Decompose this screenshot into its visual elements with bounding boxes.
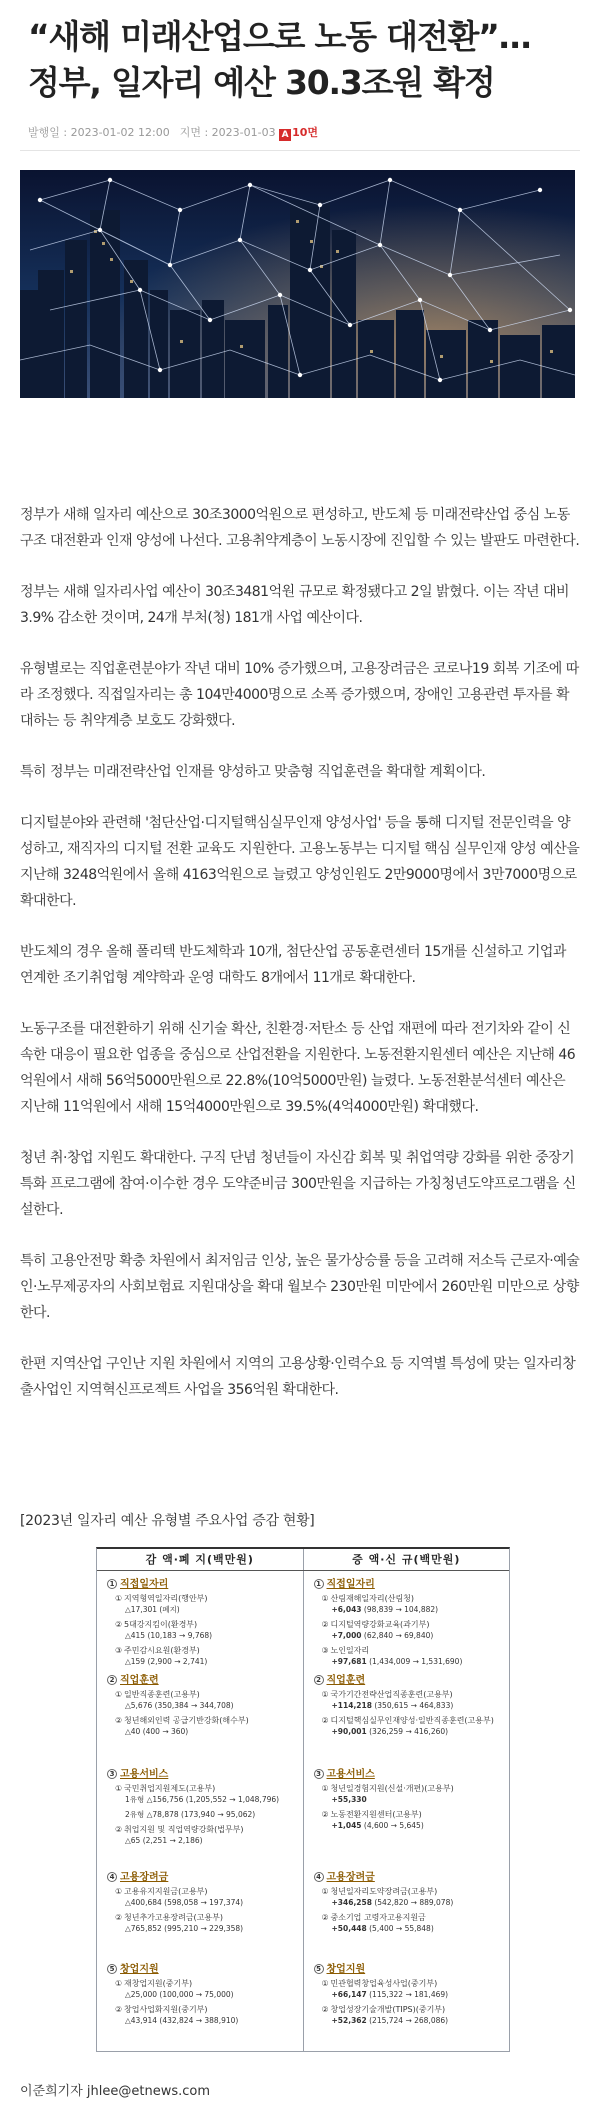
budget-item-name <box>115 1824 299 1835</box>
budget-item-value <box>115 1630 299 1641</box>
item-name-text: 창업사업화지원(중기부) <box>124 2005 208 2014</box>
budget-item <box>322 1715 506 1737</box>
budget-item <box>322 1886 506 1908</box>
budget-item-name <box>322 1689 506 1700</box>
item-range: △159 (2,900 → 2,741) <box>125 1657 208 1666</box>
item-range: (4,600 → 5,645) <box>363 1821 424 1830</box>
headline-line-2: 정부, 일자리 예산 30.3조원 확정 <box>28 63 495 102</box>
item-range: △40 (400 → 360) <box>125 1727 189 1736</box>
budget-group <box>107 1675 299 1741</box>
item-name-text: 민관협력창업육성사업(중기부) <box>330 1979 438 1988</box>
item-mark: ② <box>115 1825 123 1834</box>
paragraph: 디지털분야와 관련해 '첨단산업·디지털핵심실무인재 양성사업' 등을 통해 디지털 전문인력을 양성하고, 재직자의 디지털 전환 교육도 지원한다. 고용노동부는 디지털 핵심 실무인재 양성 예산을 지난해 3248억원에서 올해 4163억원으로 늘렸고 양성인원도 2만9000명에서 3만7000명으로 확대한다. <box>20 815 580 909</box>
paragraph: 노동구조를 대전환하기 위해 신기술 확산, 친환경·저탄소 등 산업 재편에 따라 전기차와 같이 신속한 대응이 필요한 업종을 중심으로 산업전환을 지원한다. 노동전환지원센터 예산은 지난해 46억원에서 새해 56억5000만원으로 22.8%(10억5000만원) 늘렸다. 노동전환분석센터 예산은 지난해 11억원에서 새해 15억4000만원으로 39.5%(4억4000만원) 확대했다. <box>20 1021 576 1115</box>
item-name-text: 디지털역량강화교육(과기부) <box>330 1620 430 1629</box>
header-decrease: 감 액·폐 지(백만원) <box>97 1549 304 1570</box>
budget-item <box>322 1619 506 1641</box>
item-mark: ① <box>321 1784 329 1793</box>
budget-item-name <box>322 1978 506 1989</box>
item-range: (350,615 → 464,833) <box>374 1701 454 1710</box>
budget-item-value <box>322 1923 506 1934</box>
budget-item-name <box>322 1912 506 1923</box>
item-name-text: 청년일자리도약장려금(고용부) <box>330 1887 438 1896</box>
budget-category <box>107 1872 299 1883</box>
item-name-text: 청년일경험지원(신설·개편)(고용부) <box>330 1784 454 1793</box>
budget-item <box>322 1689 506 1711</box>
category-name: 직접일자리 <box>120 1579 169 1590</box>
budget-item <box>115 1715 299 1737</box>
item-name-text: 취업지원 및 직업역량강화(법무부) <box>124 1825 244 1834</box>
item-change: +50,448 <box>331 1924 367 1933</box>
item-range: (215,724 → 268,086) <box>369 2016 449 2025</box>
item-name-text: 고용유지지원금(고용부) <box>124 1887 208 1896</box>
item-name-text: 국민취업지원제도(고용부) <box>124 1784 216 1793</box>
category-number: 4 <box>107 1872 117 1882</box>
budget-item <box>115 1783 299 1805</box>
budget-item-value <box>115 1656 299 1667</box>
budget-item-name <box>322 1619 506 1630</box>
budget-category <box>314 1872 506 1883</box>
budget-item <box>322 1912 506 1934</box>
budget-item <box>115 1689 299 1711</box>
budget-item-value <box>322 1726 506 1737</box>
print-date: 지면 : 2023-01-03 <box>179 126 276 139</box>
increase-column <box>304 1571 510 2052</box>
item-change: +114,218 <box>331 1701 372 1710</box>
item-change: +90,001 <box>331 1727 367 1736</box>
item-mark: ① <box>115 1887 123 1896</box>
page-badge-icon: A <box>279 129 291 141</box>
budget-item <box>115 2004 299 2026</box>
budget-item-name <box>322 2004 506 2015</box>
item-mark: ② <box>115 2005 123 2014</box>
budget-category <box>107 1769 299 1780</box>
budget-item-name <box>115 1783 299 1794</box>
budget-item <box>322 1593 506 1615</box>
budget-item <box>115 1978 299 2000</box>
budget-group <box>314 1579 506 1671</box>
budget-item <box>322 1978 506 2000</box>
item-mark: ① <box>115 1784 123 1793</box>
budget-group <box>107 1964 299 2030</box>
item-range: △5,676 (350,384 → 344,708) <box>125 1701 234 1710</box>
item-name-text: 청년추가고용장려금(고용부) <box>124 1913 223 1922</box>
budget-category <box>314 1579 506 1590</box>
item-change: +346,258 <box>331 1898 372 1907</box>
decrease-column <box>97 1571 304 2052</box>
paragraph: 청년 취·창업 지원도 확대한다. 구직 단념 청년들이 자신감 회복 및 취업역량 강화를 위한 중장기 특화 프로그램에 참여·이수한 경우 도약준비금 300만원을 지급하는 가칭청년도약프로그램을 신설한다. <box>20 1150 576 1218</box>
budget-item <box>322 1645 506 1667</box>
budget-item-value <box>115 2015 299 2026</box>
item-name-text: 청년해외인력 공급기반강화(해수부) <box>124 1716 249 1725</box>
item-range: △43,914 (432,824 → 388,910) <box>125 2016 239 2025</box>
category-name: 고용서비스 <box>326 1769 375 1780</box>
item-name-text: 지역형역일자리(행안부) <box>124 1594 208 1603</box>
budget-table <box>96 1547 510 2052</box>
article-body <box>20 502 582 1428</box>
byline: 이준희기자 jhlee@etnews.com <box>20 2084 211 2099</box>
item-change: +66,147 <box>331 1990 367 1999</box>
budget-item-name <box>115 1715 299 1726</box>
budget-item-value <box>115 1700 299 1711</box>
header-increase: 증 액·신 규(백만원) <box>352 1553 461 1566</box>
item-mark: ② <box>115 1620 123 1629</box>
table-title: [2023년 일자리 예산 유형별 주요사업 증감 현황] <box>20 1513 315 1529</box>
budget-category <box>107 1964 299 1975</box>
budget-group <box>314 1964 506 2030</box>
budget-item-name <box>322 1593 506 1604</box>
category-number: 2 <box>314 1675 324 1685</box>
paragraph: 정부가 새해 일자리 예산으로 30조3000억원으로 편성하고, 반도체 등 미래전략산업 중심 노동구조 대전환과 인재 양성에 나선다. 고용취약계층이 노동시장에 진입할 수 있는 발판도 마련한다. <box>20 507 580 549</box>
item-name-text: 재창업지원(중기부) <box>124 1979 193 1988</box>
item-range: (62,840 → 69,840) <box>363 1631 434 1640</box>
item-mark: ③ <box>115 1646 123 1655</box>
budget-category <box>107 1579 299 1590</box>
item-range: 2유형 △78,878 (173,940 → 95,062) <box>125 1810 256 1819</box>
budget-item-value <box>322 2015 506 2026</box>
budget-item-name <box>115 1912 299 1923</box>
budget-item-name <box>115 2004 299 2015</box>
budget-item-value <box>115 1604 299 1615</box>
budget-item <box>115 1645 299 1667</box>
item-name-text: 디지털핵심실무인재양성·일반직종훈련(고용부) <box>330 1716 494 1725</box>
budget-item-name <box>115 1886 299 1897</box>
item-name-text: 일반직종훈련(고용부) <box>124 1690 200 1699</box>
item-range: △400,684 (598,058 → 197,374) <box>125 1898 244 1907</box>
item-name-text: 국가기간전략산업직종훈련(고용부) <box>330 1690 453 1699</box>
item-mark: ② <box>321 1620 329 1629</box>
item-range: △25,000 (100,000 → 75,000) <box>125 1990 234 1999</box>
item-range: (98,839 → 104,882) <box>363 1605 439 1614</box>
budget-item <box>322 1809 506 1831</box>
budget-item <box>115 1619 299 1641</box>
item-change: +1,045 <box>331 1821 362 1830</box>
category-number: 5 <box>314 1964 324 1974</box>
category-name: 고용서비스 <box>120 1769 169 1780</box>
item-mark: ② <box>321 1716 329 1725</box>
budget-item-value <box>115 1809 299 1820</box>
page-number: 10면 <box>292 126 319 139</box>
budget-item <box>115 1809 299 1820</box>
budget-item <box>115 1593 299 1615</box>
budget-item-value <box>322 1989 506 2000</box>
item-name-text: 노동전환지원센터(고용부) <box>330 1810 422 1819</box>
category-name: 직접일자리 <box>326 1579 375 1590</box>
budget-item-name <box>115 1645 299 1656</box>
category-number: 2 <box>107 1675 117 1685</box>
budget-item-name <box>322 1783 506 1794</box>
budget-item-value <box>115 1835 299 1846</box>
item-name-text: 주민감시요원(환경부) <box>124 1646 200 1655</box>
budget-item-value <box>322 1794 506 1805</box>
budget-item-value <box>115 1794 299 1805</box>
item-mark: ① <box>321 1594 329 1603</box>
category-name: 직업훈련 <box>326 1675 366 1686</box>
category-number: 5 <box>107 1964 117 1974</box>
budget-item-name <box>115 1689 299 1700</box>
budget-item-value <box>115 1726 299 1737</box>
article-headline <box>28 14 576 106</box>
item-mark: ① <box>321 1979 329 1988</box>
item-range: △65 (2,251 → 2,186) <box>125 1836 203 1845</box>
item-range: (115,322 → 181,469) <box>369 1990 449 1999</box>
item-mark: ① <box>115 1690 123 1699</box>
budget-item-name <box>322 1886 506 1897</box>
budget-item-value <box>322 1700 506 1711</box>
item-name-text: 산림재해일자리(산림청) <box>330 1594 415 1603</box>
published-date: 발행일 : 2023-01-02 12:00 <box>28 126 170 139</box>
item-mark: ① <box>115 1979 123 1988</box>
budget-group <box>314 1872 506 1938</box>
item-range: (1,434,009 → 1,531,690) <box>369 1657 463 1666</box>
budget-item-name <box>115 1593 299 1604</box>
budget-item-value <box>322 1630 506 1641</box>
budget-item-name <box>322 1715 506 1726</box>
category-name: 창업지원 <box>120 1964 159 1975</box>
category-number: 3 <box>314 1769 324 1779</box>
budget-item-value <box>115 1923 299 1934</box>
item-mark: ① <box>321 1887 329 1896</box>
category-name: 직업훈련 <box>120 1675 159 1686</box>
item-range: (326,259 → 416,260) <box>369 1727 449 1736</box>
item-mark: ① <box>115 1594 123 1603</box>
category-name: 창업지원 <box>326 1964 366 1975</box>
item-range: △765,852 (995,210 → 229,358) <box>125 1924 244 1933</box>
budget-item <box>115 1886 299 1908</box>
budget-item-name <box>322 1809 506 1820</box>
item-mark: ② <box>321 2005 329 2014</box>
paragraph: 한편 지역산업 구인난 지원 차원에서 지역의 고용상황·인력수요 등 지역별 특성에 맞는 일자리창출사업인 지역혁신프로젝트 사업을 356억원 확대한다. <box>20 1356 576 1398</box>
item-mark: ② <box>115 1716 123 1725</box>
item-mark: ② <box>321 1810 329 1819</box>
budget-item-name <box>322 1645 506 1656</box>
category-number: 1 <box>314 1579 324 1589</box>
item-range: (542,820 → 889,078) <box>374 1898 454 1907</box>
article-meta <box>28 124 318 141</box>
budget-item-value <box>322 1604 506 1615</box>
paragraph: 특히 고용안전망 확충 차원에서 최저임금 인상, 높은 물가상승률 등을 고려해 저소득 근로자·예술인·노무제공자의 사회보험료 지원대상을 확대 월보수 230만원 미만에서 260만원 미만으로 상향한다. <box>20 1253 580 1321</box>
city-photo-svg <box>20 170 575 398</box>
budget-item <box>115 1824 299 1846</box>
item-mark: ② <box>115 1913 123 1922</box>
item-mark: ③ <box>321 1646 329 1655</box>
item-mark: ② <box>321 1913 329 1922</box>
paragraph: 반도체의 경우 올해 폴리텍 반도체학과 10개, 첨단산업 공동훈련센터 15개를 신설하고 기업과 연계한 조기취업형 계약학과 운영 대학도 8개에서 11개로 확대한다. <box>20 944 566 986</box>
item-change: +97,681 <box>331 1657 367 1666</box>
item-name-text: 노인일자리 <box>330 1646 370 1655</box>
item-name-text: 5대강지킴이(환경부) <box>124 1620 198 1629</box>
headline-line-1: “새해 미래산업으로 노동 대전환”… <box>28 17 531 56</box>
item-change: +7,000 <box>331 1631 362 1640</box>
budget-group <box>107 1579 299 1671</box>
item-range: 1유형 △156,756 (1,205,552 → 1,048,796) <box>125 1795 280 1804</box>
budget-item <box>322 1783 506 1805</box>
item-range: (5,400 → 55,848) <box>369 1924 434 1933</box>
budget-table-header <box>97 1549 509 1571</box>
category-number: 1 <box>107 1579 117 1589</box>
budget-category <box>314 1769 506 1780</box>
paragraph: 유형별로는 직업훈련분야가 작년 대비 10% 증가했으며, 고용장려금은 코로나19 회복 기조에 따라 조정했다. 직접일자리는 총 104만4000명으로 소폭 증가했으며, 장애인 고용관련 투자를 확대하는 등 취약계층 보호도 강화했다. <box>20 661 579 729</box>
divider <box>20 150 580 151</box>
item-change: +55,330 <box>331 1795 367 1804</box>
budget-group <box>314 1675 506 1741</box>
item-name-text: 중소기업 고령자고용지원금 <box>330 1913 426 1922</box>
budget-item-name <box>115 1619 299 1630</box>
item-change: +52,362 <box>331 2016 367 2025</box>
budget-group <box>107 1769 299 1850</box>
budget-group <box>107 1872 299 1938</box>
item-range: △415 (10,183 → 9,768) <box>125 1631 213 1640</box>
budget-item-value <box>115 1989 299 2000</box>
budget-category <box>314 1675 506 1686</box>
item-name-text: 창업성장기술개발(TIPS)(중기부) <box>330 2005 446 2014</box>
category-number: 4 <box>314 1872 324 1882</box>
budget-item-value <box>115 1897 299 1908</box>
budget-group <box>314 1769 506 1835</box>
item-mark: ① <box>321 1690 329 1699</box>
paragraph: 정부는 새해 일자리사업 예산이 30조3481억원 규모로 확정됐다고 2일 밝혔다. 이는 작년 대비 3.9% 감소한 것이며, 24개 부처(청) 181개 사업 예산이다. <box>20 584 570 626</box>
budget-item-name <box>115 1978 299 1989</box>
budget-item <box>322 2004 506 2026</box>
category-number: 3 <box>107 1769 117 1779</box>
budget-item-value <box>322 1820 506 1831</box>
budget-item-value <box>322 1897 506 1908</box>
budget-category <box>314 1964 506 1975</box>
category-name: 고용장려금 <box>120 1872 169 1883</box>
budget-item <box>115 1912 299 1934</box>
budget-item-value <box>322 1656 506 1667</box>
item-range: △17,301 (폐지) <box>125 1605 180 1614</box>
paragraph: 특히 정부는 미래전략산업 인재를 양성하고 맞춤형 직업훈련을 확대할 계획이다. <box>20 764 486 780</box>
budget-category <box>107 1675 299 1686</box>
item-change: +6,043 <box>331 1605 362 1614</box>
category-name: 고용장려금 <box>326 1872 375 1883</box>
city-network-night-image <box>20 170 575 398</box>
